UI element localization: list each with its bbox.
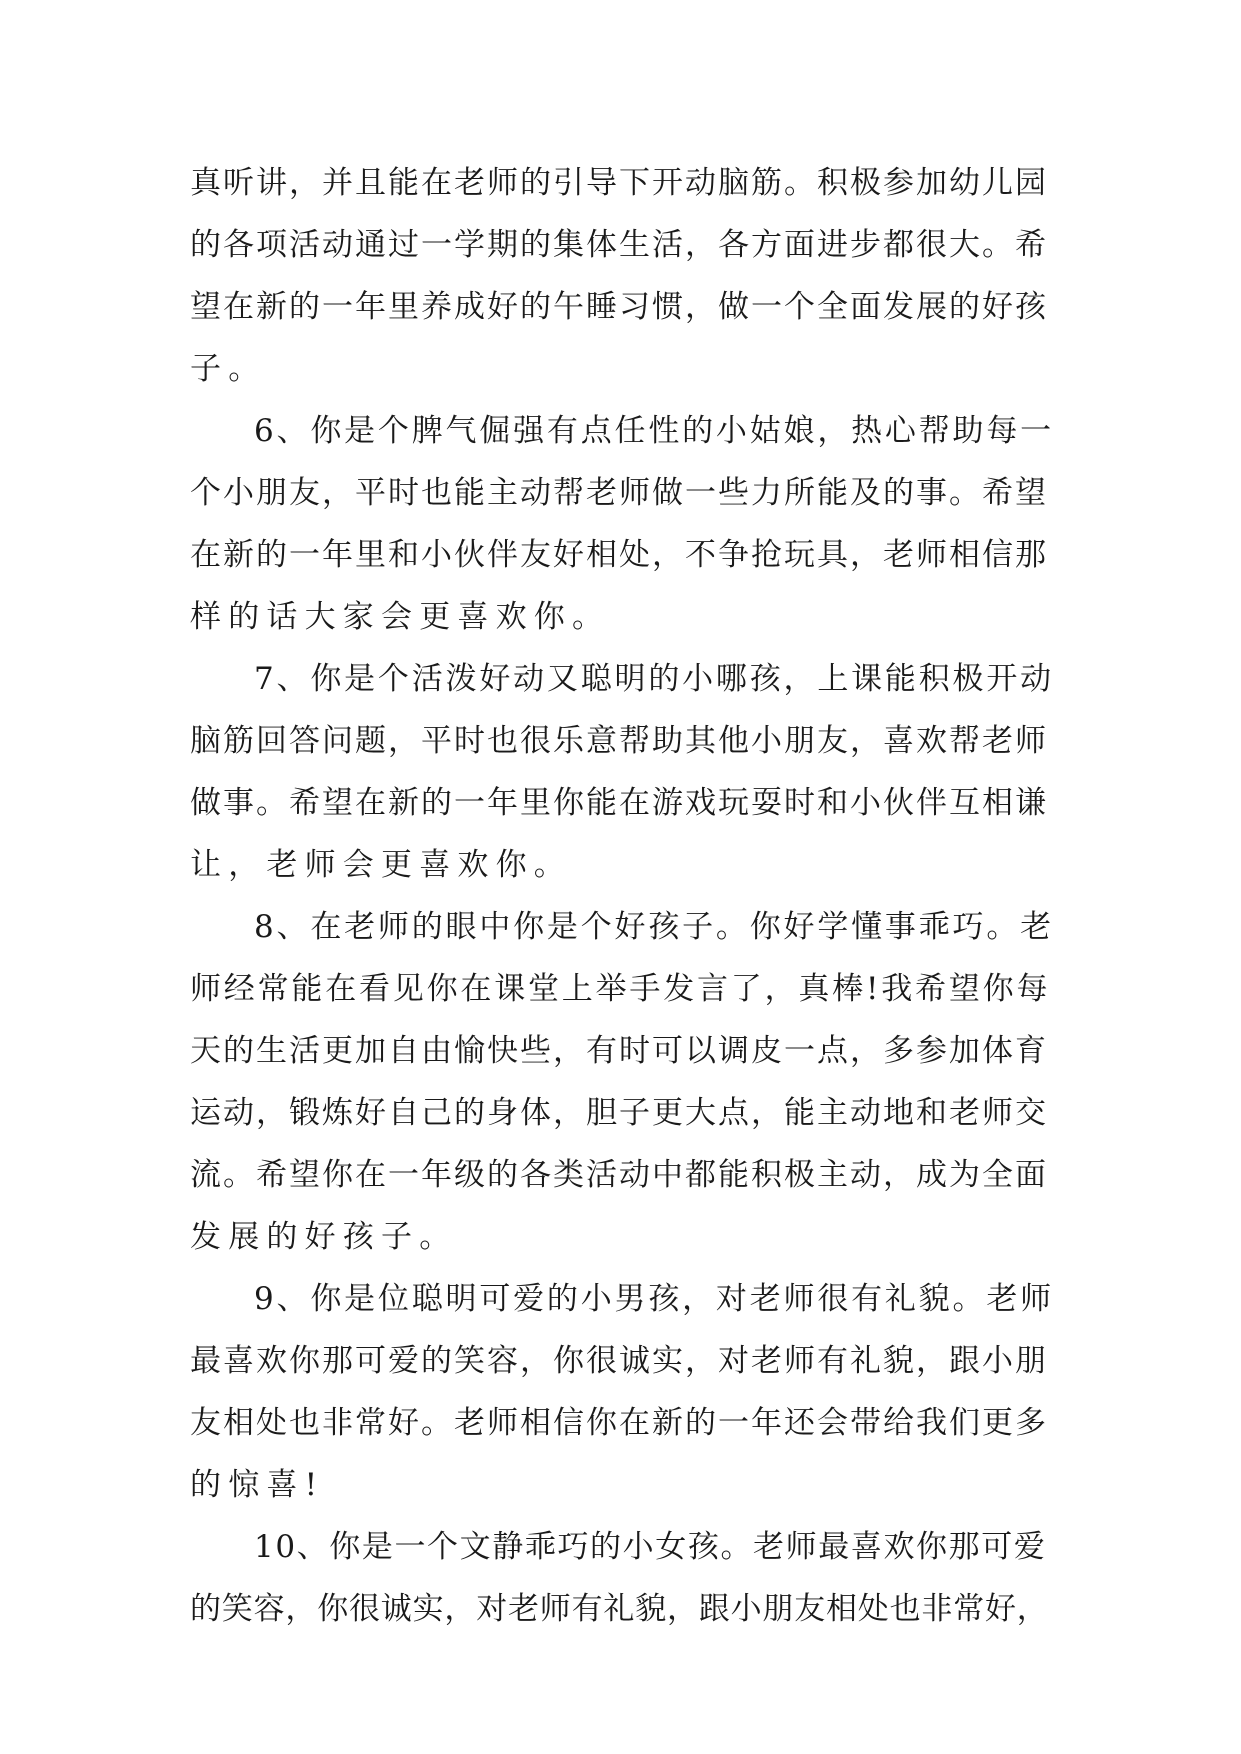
text-line: 脑筋回答问题，平时也很乐意帮助其他小朋友，喜欢帮老师 [190, 723, 1048, 759]
text-line: 子。 [190, 351, 267, 387]
paragraph-start-line: 10、你是一个文静乖巧的小女孩。老师最喜欢你那可爱 [254, 1529, 1047, 1565]
text-line: 发展的好孩子。 [190, 1219, 458, 1255]
paragraph-start-line: 7、你是个活泼好动又聪明的小哪孩，上课能积极开动 [254, 661, 1054, 697]
document-body [190, 155, 1054, 1637]
paragraph-start-line: 6、你是个脾气倔强有点任性的小姑娘，热心帮助每一 [254, 413, 1054, 449]
text-line: 让，老师会更喜欢你。 [190, 847, 572, 883]
text-line: 天的生活更加自由愉快些，有时可以调皮一点，多参加体育 [190, 1033, 1048, 1069]
text-line: 样的话大家会更喜欢你。 [190, 599, 611, 635]
text-line: 的惊喜! [190, 1467, 325, 1503]
text-line: 望在新的一年里养成好的午睡习惯，做一个全面发展的好孩 [190, 289, 1048, 325]
text-line: 的各项活动通过一学期的集体生活，各方面进步都很大。希 [190, 227, 1048, 263]
paragraph-start-line: 8、在老师的眼中你是个好孩子。你好学懂事乖巧。老 [254, 909, 1054, 945]
text-line: 在新的一年里和小伙伴友好相处，不争抢玩具，老师相信那 [190, 537, 1048, 573]
text-line: 最喜欢你那可爱的笑容，你很诚实，对老师有礼貌，跟小朋 [190, 1343, 1048, 1379]
text-line: 友相处也非常好。老师相信你在新的一年还会带给我们更多 [190, 1405, 1048, 1441]
paragraph-start-line: 9、你是位聪明可爱的小男孩，对老师很有礼貌。老师 [254, 1281, 1054, 1317]
text-line: 真听讲，并且能在老师的引导下开动脑筋。积极参加幼儿园 [190, 165, 1048, 201]
text-line: 师经常能在看见你在课堂上举手发言了，真棒!我希望你每 [190, 971, 1051, 1007]
text-line: 流。希望你在一年级的各类活动中都能积极主动，成为全面 [190, 1157, 1048, 1193]
text-line: 的笑容，你很诚实，对老师有礼貌，跟小朋友相处也非常好， [190, 1591, 1049, 1627]
text-line: 运动，锻炼好自己的身体，胆子更大点，能主动地和老师交 [190, 1095, 1048, 1131]
text-line: 做事。希望在新的一年里你能在游戏玩耍时和小伙伴互相谦 [190, 785, 1048, 821]
text-line: 个小朋友，平时也能主动帮老师做一些力所能及的事。希望 [190, 475, 1048, 511]
